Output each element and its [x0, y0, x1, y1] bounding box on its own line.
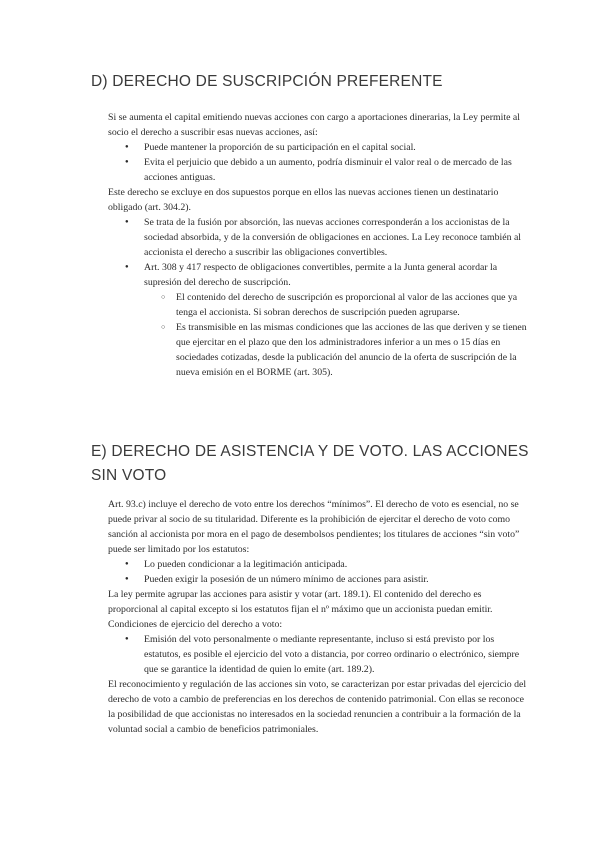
list-item: ● Puede mantener la proporción de su participación en el capital social.: [108, 140, 528, 155]
sub-list-item: ○ Es transmisible en las mismas condiciones que las acciones de las que deriven y se tienen que ejercitar en el plazo que den los administradores inferior a un mes o 15 días en sociedades cotizadas, desde la publicación del anuncio de la oferta de suscripción de la nueva emisión en el BORME (art. 305).: [144, 320, 528, 380]
list-item: ● Pueden exigir la posesión de un número mínimo de acciones para asistir.: [108, 572, 528, 587]
list-item: ● Evita el perjuicio que debido a un aumento, podría disminuir el valor real o de mercado de las acciones antiguas.: [108, 155, 528, 185]
section-e-bullet-list: [108, 557, 528, 587]
section-d-cases-list: [108, 215, 528, 380]
list-item-text: Art. 308 y 417 respecto de obligaciones convertibles, permite a la Junta general acordar la supresión del derecho de suscripción.: [144, 262, 498, 288]
section-d-sub-list: [144, 290, 528, 380]
section-e-heading: E) DERECHO DE ASISTENCIA Y DE VOTO. LAS ACCIONES SIN VOTO: [91, 443, 529, 484]
section-e-paragraph-3: El reconocimiento y regulación de las acciones sin voto, se caracterizan por estar privadas del ejercicio del derecho de voto a cambio de preferencias en los derechos de contenido patrimonial. Con ellas se reconoce la posibilidad de que accionistas no interesados en la sociedad renuncien a contribuir a la formación de la voluntad social a cambio de beneficios patrimoniales.: [108, 679, 527, 735]
list-item: ● Se trata de la fusión por absorción, las nuevas acciones corresponderán a los accionistas de la sociedad absorbida, y de la conversión de obligaciones en acciones. La Ley reconoce también al accionista el derecho a suscribir las obligaciones convertibles.: [108, 215, 528, 260]
list-item: ● Lo pueden condicionar a la legitimación anticipada.: [108, 557, 528, 572]
section-d-intro: Si se aumenta el capital emitiendo nuevas acciones con cargo a aportaciones dinerarias, la Ley permite al socio el derecho a suscribir esas nuevas acciones, así:: [108, 112, 520, 138]
section-d-bullet-list: [108, 140, 528, 185]
list-item: ● Emisión del voto personalmente o mediante representante, incluso si está previsto por los estatutos, es posible el ejercicio del voto a distancia, por correo ordinario o electrónico, siempre que se garantice la identidad de quien lo emite (art. 189.2).: [108, 632, 528, 677]
section-d-body: [108, 110, 528, 380]
section-e-paragraph-2: La ley permite agrupar las acciones para asistir y votar (art. 189.1). El contenido del derecho es proporcional al capital excepto si los estatutos fijan el nº máximo que un accionista puedan emitir. Condiciones de ejercicio del derecho a voto:: [108, 589, 493, 630]
list-item: [108, 260, 528, 380]
section-d-exclusion: Este derecho se excluye en dos supuestos porque en ellos las nuevas acciones tienen un destinatario obligado (art. 304.2).: [108, 187, 499, 213]
section-e-intro: Art. 93.c) incluye el derecho de voto entre los derechos “mínimos”. El derecho de voto es esencial, no se puede privar al socio de su titularidad. Diferente es la prohibición de ejercitar el derecho de voto como sanción al accionista por mora en el pago de desembolsos pendientes; los titulares de acciones “sin voto” puede ser limitado por los estatutos:: [108, 499, 520, 555]
section-e-bullet-list-2: [108, 632, 528, 677]
section-e-body: [108, 497, 528, 737]
sub-list-item: ○ El contenido del derecho de suscripción es proporcional al valor de las acciones que ya tenga el accionista. Si sobran derechos de suscripción pueden agruparse.: [144, 290, 528, 320]
section-d-heading: D) DERECHO DE SUSCRIPCIÓN PREFERENTE: [91, 73, 443, 90]
